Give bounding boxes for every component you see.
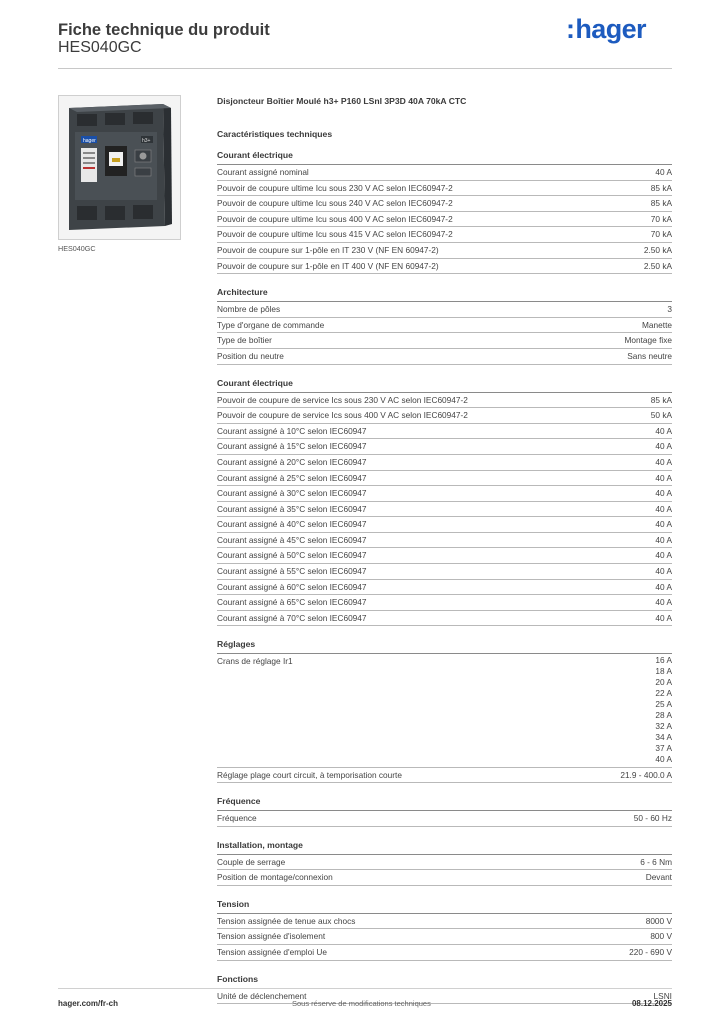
footer-notice: Sous réserve de modifications techniques xyxy=(292,999,431,1008)
spec-value: 40 A xyxy=(655,488,672,499)
footer-divider xyxy=(58,988,672,989)
breaker-illustration xyxy=(59,96,180,239)
spec-row xyxy=(217,196,672,212)
spec-value: Devant xyxy=(645,872,672,883)
spec-value: 2.50 kA xyxy=(643,244,672,255)
spec-row xyxy=(217,333,672,349)
spec-label: Position du neutre xyxy=(217,350,284,361)
spec-value: 40 A xyxy=(655,597,672,608)
spec-row xyxy=(217,243,672,259)
spec-row xyxy=(217,580,672,596)
spec-value: 40 A xyxy=(655,441,672,452)
spec-label: Courant assigné à 65°C selon IEC60947 xyxy=(217,597,367,608)
spec-row xyxy=(217,811,672,827)
spec-row xyxy=(217,929,672,945)
spec-value: 70 kA xyxy=(650,213,672,224)
spec-row xyxy=(217,654,672,767)
spec-value-item: 18 A xyxy=(655,666,672,677)
spec-value: 40 A xyxy=(655,456,672,467)
spec-label: Courant assigné à 35°C selon IEC60947 xyxy=(217,503,367,514)
spec-row xyxy=(217,533,672,549)
spec-label: Courant assigné à 25°C selon IEC60947 xyxy=(217,472,367,483)
spec-row xyxy=(217,393,672,409)
product-image-caption: HES040GC xyxy=(58,244,96,253)
spec-value: 40 A xyxy=(655,581,672,592)
spec-label: Courant assigné à 60°C selon IEC60947 xyxy=(217,581,367,592)
spec-value-item: 37 A xyxy=(655,742,672,753)
product-name: Disjoncteur Boîtier Moulé h3+ P160 LSnI 3P3D 40A 70kA CTC xyxy=(217,96,467,106)
spec-value-item: 16 A xyxy=(655,655,672,666)
section-title: Courant électrique xyxy=(217,150,672,165)
spec-value-item: 32 A xyxy=(655,720,672,731)
spec-value: 40 A xyxy=(655,612,672,623)
spec-row xyxy=(217,914,672,930)
spec-value-item: 22 A xyxy=(655,688,672,699)
spec-value: 85 kA xyxy=(650,394,672,405)
spec-label: Fréquence xyxy=(217,813,257,824)
spec-label: Courant assigné à 40°C selon IEC60947 xyxy=(217,519,367,530)
spec-label: Pouvoir de coupure ultime Icu sous 240 V AC selon IEC60947-2 xyxy=(217,198,453,209)
spec-row xyxy=(217,424,672,440)
spec-value: 40 A xyxy=(655,472,672,483)
spec-label: Pouvoir de coupure ultime Icu sous 230 V AC selon IEC60947-2 xyxy=(217,182,453,193)
spec-label: Unité de déclenchement xyxy=(217,990,307,1001)
spec-value: Montage fixe xyxy=(624,335,672,346)
spec-value: 40 A xyxy=(655,167,672,177)
section-title: Installation, montage xyxy=(217,840,672,855)
spec-row xyxy=(217,439,672,455)
spec-row xyxy=(217,548,672,564)
spec-value: 50 - 60 Hz xyxy=(633,813,672,824)
spec-value: 40 A xyxy=(655,425,672,436)
spec-label: Courant assigné nominal xyxy=(217,167,309,177)
spec-value: 2.50 kA xyxy=(643,260,672,271)
product-image xyxy=(58,95,181,240)
section-title: Tension xyxy=(217,899,672,914)
spec-row xyxy=(217,408,672,424)
spec-label: Courant assigné à 20°C selon IEC60947 xyxy=(217,456,367,467)
spec-value-item: 25 A xyxy=(655,699,672,710)
section-title: Réglages xyxy=(217,639,672,654)
spec-label: Pouvoir de coupure ultime Icu sous 415 V AC selon IEC60947-2 xyxy=(217,229,453,240)
spec-value: 85 kA xyxy=(650,182,672,193)
spec-value: 800 V xyxy=(650,931,672,942)
spec-row xyxy=(217,870,672,886)
spec-label: Position de montage/connexion xyxy=(217,872,333,883)
spec-value: 3 xyxy=(667,304,672,315)
spec-row xyxy=(217,349,672,365)
spec-content xyxy=(217,95,672,1004)
spec-label: Réglage plage court circuit, à temporisation courte xyxy=(217,769,402,780)
spec-value-item: 28 A xyxy=(655,709,672,720)
spec-value xyxy=(655,654,672,766)
spec-value: 220 - 690 V xyxy=(629,947,672,958)
spec-row xyxy=(217,564,672,580)
spec-row xyxy=(217,471,672,487)
spec-value: 85 kA xyxy=(650,198,672,209)
spec-label: Couple de serrage xyxy=(217,856,286,867)
spec-row xyxy=(217,945,672,961)
spec-label: Pouvoir de coupure de service Ics sous 230 V AC selon IEC60947-2 xyxy=(217,394,468,405)
spec-value-item: 20 A xyxy=(655,677,672,688)
spec-label: Courant assigné à 30°C selon IEC60947 xyxy=(217,488,367,499)
spec-value: 40 A xyxy=(655,566,672,577)
breaker-series-text: h3+ xyxy=(142,138,151,144)
spec-label: Type de boîtier xyxy=(217,335,272,346)
spec-row xyxy=(217,768,672,784)
spec-value-item: 34 A xyxy=(655,731,672,742)
spec-row xyxy=(217,517,672,533)
spec-heading: Caractéristiques techniques xyxy=(217,129,333,139)
spec-value: Sans neutre xyxy=(627,350,672,361)
spec-label: Pouvoir de coupure sur 1-pôle en IT 400 V (NF EN 60947-2) xyxy=(217,260,439,271)
spec-label: Tension assignée de tenue aux chocs xyxy=(217,915,356,926)
spec-value: 50 kA xyxy=(650,410,672,421)
spec-value: 70 kA xyxy=(650,229,672,240)
spec-value: 40 A xyxy=(655,550,672,561)
header-divider xyxy=(58,68,672,69)
section-title: Architecture xyxy=(217,287,672,302)
spec-label: Courant assigné à 10°C selon IEC60947 xyxy=(217,425,367,436)
spec-row xyxy=(217,595,672,611)
spec-label: Pouvoir de coupure ultime Icu sous 400 V AC selon IEC60947-2 xyxy=(217,213,453,224)
spec-label: Nombre de pôles xyxy=(217,304,281,315)
spec-label: Courant assigné à 50°C selon IEC60947 xyxy=(217,550,367,561)
spec-row xyxy=(217,318,672,334)
spec-label: Courant assigné à 45°C selon IEC60947 xyxy=(217,534,367,545)
spec-row xyxy=(217,212,672,228)
section-title: Courant électrique xyxy=(217,378,672,393)
spec-label: Tension assignée d'isolement xyxy=(217,931,326,942)
spec-value: Manette xyxy=(642,319,672,330)
spec-value: LSNI xyxy=(653,990,672,1001)
spec-value: 40 A xyxy=(655,534,672,545)
spec-label: Pouvoir de coupure sur 1-pôle en IT 230 V (NF EN 60947-2) xyxy=(217,244,439,255)
breaker-brand-text: hager xyxy=(83,138,96,144)
spec-row xyxy=(217,855,672,871)
spec-sections xyxy=(217,150,672,1004)
spec-row xyxy=(217,181,672,197)
spec-value: 6 - 6 Nm xyxy=(640,856,672,867)
spec-value: 8000 V xyxy=(645,915,672,926)
spec-label: Tension assignée d'emploi Ue xyxy=(217,947,327,958)
spec-row xyxy=(217,455,672,471)
footer-website: hager.com/fr-ch xyxy=(58,999,119,1008)
spec-row xyxy=(217,302,672,318)
spec-row xyxy=(217,227,672,243)
spec-row xyxy=(217,611,672,627)
spec-label: Courant assigné à 55°C selon IEC60947 xyxy=(217,566,367,577)
spec-value: 40 A xyxy=(655,519,672,530)
section-title: Fonctions xyxy=(217,974,672,989)
product-reference: HES040GC xyxy=(58,39,142,56)
spec-label: Courant assigné à 70°C selon IEC60947 xyxy=(217,612,367,623)
spec-row xyxy=(217,502,672,518)
spec-label: Crans de réglage Ir1 xyxy=(217,656,293,667)
spec-row xyxy=(217,259,672,275)
footer-date: 08.12.2025 xyxy=(631,999,672,1008)
spec-row xyxy=(217,165,672,181)
hager-logo: :hager xyxy=(566,14,646,44)
spec-value-item: 40 A xyxy=(655,753,672,764)
spec-row xyxy=(217,486,672,502)
spec-value: 21.9 - 400.0 A xyxy=(620,769,672,780)
spec-value: 40 A xyxy=(655,503,672,514)
section-title: Fréquence xyxy=(217,796,672,811)
spec-label: Type d'organe de commande xyxy=(217,319,325,330)
spec-label: Pouvoir de coupure de service Ics sous 400 V AC selon IEC60947-2 xyxy=(217,410,468,421)
page-title: Fiche technique du produit xyxy=(58,21,270,39)
spec-label: Courant assigné à 15°C selon IEC60947 xyxy=(217,441,367,452)
spec-row xyxy=(217,989,672,1005)
